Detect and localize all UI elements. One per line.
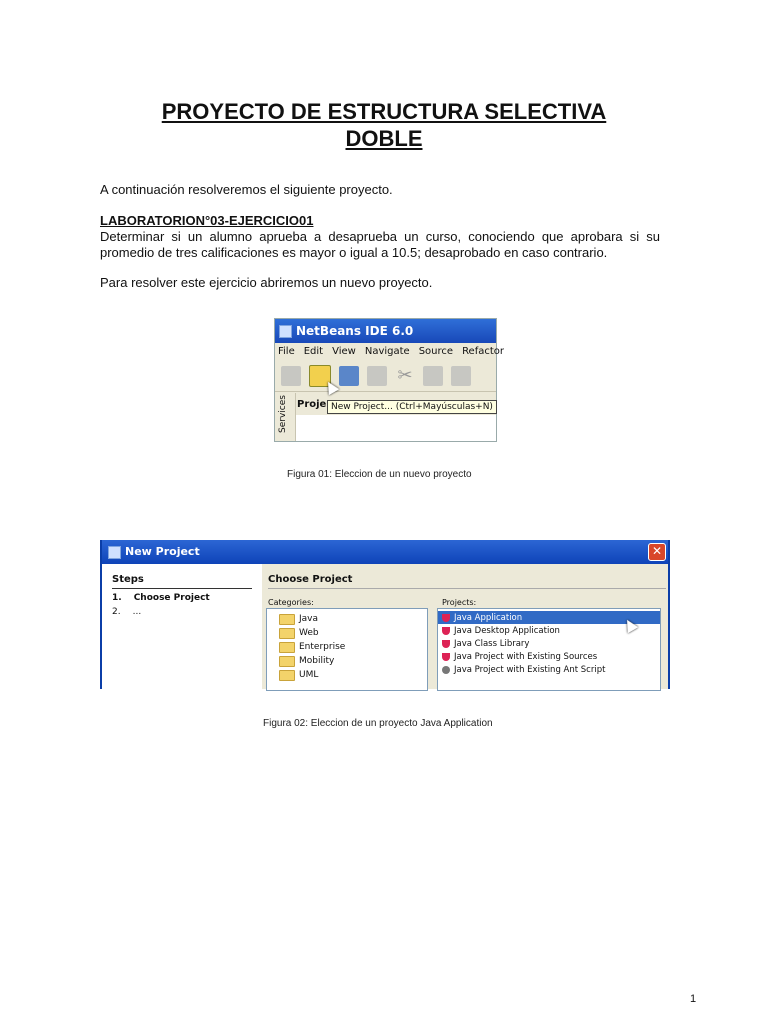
category-item[interactable] bbox=[279, 626, 427, 640]
save-all-icon[interactable] bbox=[367, 366, 387, 386]
project-label: Java Application bbox=[454, 612, 523, 623]
categories-label: Categories: bbox=[268, 598, 314, 607]
folder-icon bbox=[279, 670, 295, 681]
choose-project-heading: Choose Project bbox=[268, 574, 666, 589]
folder-icon bbox=[279, 628, 295, 639]
project-item[interactable] bbox=[438, 650, 660, 663]
projects-panel bbox=[296, 415, 496, 441]
services-label: Services bbox=[278, 395, 288, 433]
project-label: Java Project with Existing Ant Script bbox=[454, 664, 606, 675]
page-number: 1 bbox=[690, 993, 697, 1005]
java-cup-icon bbox=[442, 627, 450, 635]
new-project-window-title: New Project bbox=[125, 545, 200, 558]
category-item[interactable] bbox=[279, 668, 427, 682]
lab-heading: LABORATORION°03-EJERCICIO01 bbox=[100, 213, 314, 228]
problem-paragraph: Determinar si un alumno aprueba a desaprueba un curso, conociendo que aprobara si su promedio de tres calificaciones es mayor o igual a 10.5; desaprobado en caso contrario. bbox=[100, 229, 660, 260]
netbeans-toolbar bbox=[275, 361, 496, 392]
title-line-2: DOBLE bbox=[345, 126, 423, 151]
open-project-icon[interactable] bbox=[339, 366, 359, 386]
menu-navigate[interactable]: Navigate bbox=[364, 346, 410, 357]
menu-file[interactable]: File bbox=[278, 346, 295, 357]
steps-heading: Steps bbox=[112, 574, 252, 589]
figure-2-caption: Figura 02: Eleccion de un proyecto Java Application bbox=[263, 718, 493, 729]
java-cup-icon bbox=[442, 614, 450, 622]
projects-label: Projects: bbox=[442, 598, 477, 607]
category-item[interactable] bbox=[279, 654, 427, 668]
category-label: Web bbox=[299, 628, 319, 638]
project-item[interactable] bbox=[438, 663, 660, 676]
new-project-title-bar bbox=[102, 540, 668, 564]
ant-icon bbox=[442, 666, 450, 674]
category-label: UML bbox=[299, 670, 319, 680]
categories-list[interactable] bbox=[266, 608, 428, 691]
category-label: Mobility bbox=[299, 656, 335, 666]
netbeans-cube-icon bbox=[108, 546, 121, 559]
menu-source[interactable]: Source bbox=[418, 346, 454, 357]
figure-1-caption: Figura 01: Eleccion de un nuevo proyecto bbox=[287, 469, 472, 480]
menu-view[interactable]: View bbox=[332, 346, 356, 357]
step-number: 2. bbox=[112, 607, 121, 617]
java-cup-icon bbox=[442, 640, 450, 648]
new-project-tooltip: New Project... (Ctrl+Mayúsculas+N) bbox=[327, 400, 497, 414]
category-item[interactable] bbox=[279, 640, 427, 654]
project-item[interactable] bbox=[438, 637, 660, 650]
folder-icon bbox=[279, 642, 295, 653]
paste-icon[interactable] bbox=[451, 366, 471, 386]
netbeans-menu-bar bbox=[275, 343, 505, 361]
menu-edit[interactable]: Edit bbox=[303, 346, 324, 357]
figure-1-netbeans-screenshot bbox=[274, 318, 505, 442]
category-label: Enterprise bbox=[299, 642, 346, 652]
step-number: 1. bbox=[112, 593, 122, 603]
projects-tab[interactable]: Proje bbox=[297, 399, 327, 410]
netbeans-title-bar bbox=[275, 319, 496, 343]
close-icon[interactable]: ✕ bbox=[648, 543, 666, 561]
services-side-tab[interactable] bbox=[275, 393, 296, 441]
new-file-icon[interactable] bbox=[281, 366, 301, 386]
step-label: Choose Project bbox=[133, 593, 210, 603]
steps-panel bbox=[102, 564, 262, 689]
intro-paragraph: A continuación resolveremos el siguiente proyecto. bbox=[100, 182, 393, 197]
project-label: Java Project with Existing Sources bbox=[454, 651, 598, 662]
netbeans-cube-icon bbox=[279, 325, 292, 338]
folder-icon bbox=[279, 614, 295, 625]
menu-refactor[interactable]: Refactor bbox=[462, 346, 505, 357]
figure-2-new-project-dialog bbox=[100, 540, 670, 689]
project-label: Java Desktop Application bbox=[454, 625, 560, 636]
step-item bbox=[112, 607, 262, 617]
choose-project-panel bbox=[262, 564, 666, 689]
step-item bbox=[112, 593, 262, 603]
open-project-paragraph: Para resolver este ejercicio abriremos un nuevo proyecto. bbox=[100, 275, 433, 290]
project-label: Java Class Library bbox=[454, 638, 530, 649]
copy-icon[interactable] bbox=[423, 366, 443, 386]
title-line-1: PROYECTO DE ESTRUCTURA SELECTIVA bbox=[161, 99, 607, 124]
step-label: ... bbox=[132, 607, 142, 617]
category-label: Java bbox=[299, 614, 319, 624]
folder-icon bbox=[279, 656, 295, 667]
document-title bbox=[0, 98, 768, 152]
cut-icon[interactable]: ✂ bbox=[397, 365, 413, 386]
netbeans-window-title: NetBeans IDE 6.0 bbox=[296, 324, 414, 338]
category-item[interactable] bbox=[279, 612, 427, 626]
java-cup-icon bbox=[442, 653, 450, 661]
